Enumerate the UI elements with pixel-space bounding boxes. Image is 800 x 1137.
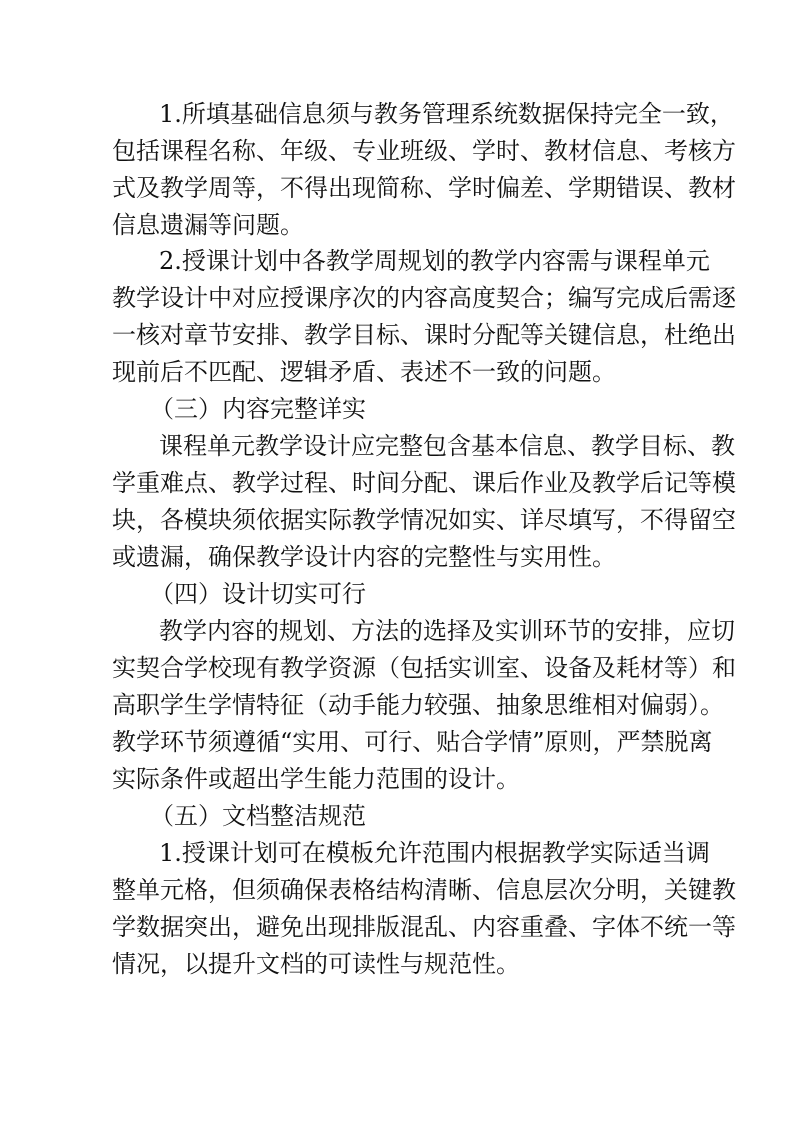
section-heading: （四）设计切实可行 — [150, 580, 366, 608]
paragraph-line: 整单元格，但须确保表格结构清晰、信息层次分明，关键教 — [112, 876, 736, 904]
paragraph-line: 学数据突出，避免出现排版混乱、内容重叠、字体不统一等 — [112, 913, 736, 941]
paragraph-line: 学重难点、教学过程、时间分配、课后作业及教学后记等模 — [112, 469, 736, 497]
paragraph-line: 1.授课计划可在模板允许范围内根据教学实际适当调 — [159, 839, 710, 867]
paragraph-line: 实契合学校现有教学资源（包括实训室、设备及耗材等）和 — [112, 654, 736, 682]
paragraph-line: 包括课程名称、年级、专业班级、学时、教材信息、考核方 — [112, 137, 736, 165]
paragraph-line: 情况，以提升文档的可读性与规范性。 — [112, 950, 520, 978]
paragraph-line: 一核对章节安排、教学目标、课时分配等关键信息，杜绝出 — [112, 321, 736, 349]
paragraph-line: 实际条件或超出学生能力范围的设计。 — [112, 765, 520, 793]
paragraph-line: 课程单元教学设计应完整包含基本信息、教学目标、教 — [159, 432, 735, 460]
paragraph-line: 1.所填基础信息须与教务管理系统数据保持完全一致， — [159, 100, 734, 128]
paragraph-line: 信息遗漏等问题。 — [112, 211, 304, 239]
paragraph-line: 教学环节须遵循“实用、可行、贴合学情”原则，严禁脱离 — [112, 728, 713, 756]
paragraph-line: 现前后不匹配、逻辑矛盾、表述不一致的问题。 — [112, 358, 616, 386]
section-heading: （三）内容完整详实 — [150, 395, 366, 423]
paragraph-line: 或遗漏，确保教学设计内容的完整性与实用性。 — [112, 543, 616, 571]
section-heading: （五）文档整洁规范 — [150, 802, 366, 830]
paragraph-line: 教学内容的规划、方法的选择及实训环节的安排，应切 — [159, 617, 735, 645]
paragraph-line: 块，各模块须依据实际教学情况如实、详尽填写，不得留空 — [112, 506, 736, 534]
paragraph-line: 2.授课计划中各教学周规划的教学内容需与课程单元 — [159, 247, 710, 275]
paragraph-line: 高职学生学情特征（动手能力较强、抽象思维相对偏弱）。 — [112, 691, 724, 719]
paragraph-line: 式及教学周等，不得出现简称、学时偏差、学期错误、教材 — [112, 174, 736, 202]
paragraph-line: 教学设计中对应授课序次的内容高度契合；编写完成后需逐 — [112, 284, 736, 312]
